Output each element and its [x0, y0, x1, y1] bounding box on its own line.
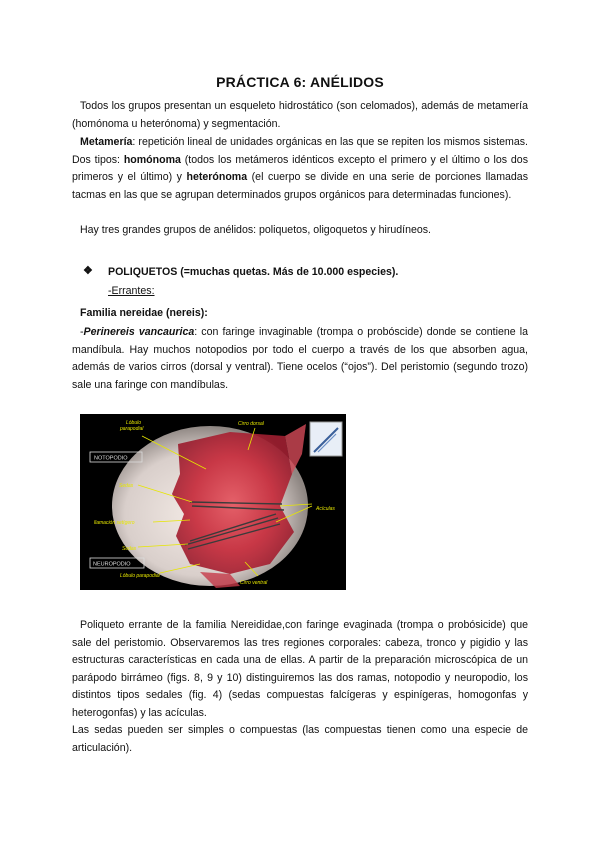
- sedas-paragraph: Las sedas pueden ser simples o compuestas (las compuestas tienen como una especie de articulación).: [72, 724, 528, 754]
- species-name: Perinereis vancaurica: [83, 326, 195, 338]
- page-title: PRÁCTICA 6: ANÉLIDOS: [216, 74, 384, 90]
- familia-heading: Familia nereidae (nereis):: [80, 307, 208, 319]
- inset-thumbnail: [310, 422, 342, 456]
- poliquetos-heading: POLIQUETOS (=muchas quetas. Más de 10.000 especies).: [108, 266, 399, 278]
- cirro-dorsal-label: Cirro dorsal: [238, 421, 264, 427]
- perinereis-prefix: -: [80, 326, 84, 338]
- perinereis-paragraph: [72, 324, 528, 394]
- errantes-subheading: -Errantes:: [108, 285, 155, 297]
- parapodium-photo: [80, 414, 346, 590]
- metameria-text-2: (todos los metámeros idénticos excepto el primero y el último o los dos primeros y el último) y: [72, 153, 528, 184]
- groups-paragraph: Hay tres grandes grupos de anélidos: poliquetos, oligoquetos y hirudíneos.: [80, 224, 431, 236]
- neuropodio-label: NEUROPODIO: [93, 561, 131, 568]
- intro-paragraph: Todos los grupos presentan un esqueleto hidrostático (son celomados), además de metamería (homónoma u heterónoma) y segmentación.: [72, 100, 528, 130]
- metameria-text-3: (el cuerpo se divide en una serie de porciones llamadas tacmas en las que se agrupan determinados grupos orgánicos para determinadas funciones).: [72, 171, 528, 201]
- perinereis-text: : con faringe invaginable (trompa o probóscide) donde se contiene la mandíbula. Hay muchos notopodios por todo el cuerpo a través de los que absorben agua, además de varios cirros (dorsal y ventral). Tiene ocelos (“ojos”). Del peristomio (segundo trozo) sale una faringe con mandíbulas.: [72, 326, 528, 391]
- bullet-icon: ❖: [83, 265, 93, 277]
- heteronoma-term: heterónoma: [186, 171, 248, 184]
- parapodium-figure: [80, 414, 346, 590]
- notopodio-label: NOTOPODIO: [94, 455, 128, 462]
- metameria-text-1: : repetición lineal de unidades orgánicas en las que se repiten los mismos sistemas. Dos tipos:: [72, 136, 528, 166]
- lobulo-parapodial-top-label: Lóbulo parapodial: [120, 420, 144, 432]
- metameria-term: Metamería: [80, 136, 133, 148]
- errante-paragraph: Poliqueto errante de la familia Nereididae,con faringe evaginada (trompa o probósicide) que sale del peristomio. Observaremos las tres regiones corporales: cabeza, tronco y pigidio y las estructuras características en cada una de ellas. A partir de la preparación microscópica de un parápodo birrámeo (figs. 8, 9 y 10) distinguiremos las dos ramas, notopodio y neuropodio, los distintos tipos sedales (fig. 4) (sedas compuestas falcígeras y espinígeras, homogonfas y heterogonfas) y las acículas.: [72, 619, 528, 719]
- homonoma-term: homónoma: [123, 153, 181, 166]
- sedas-top-label: Sedas: [119, 483, 134, 489]
- cirro-ventral-label: Cirro ventral: [240, 580, 268, 586]
- llamacion-setigero-label: llamación setígero: [94, 520, 135, 526]
- metameria-paragraph: [72, 134, 528, 204]
- aciculas-label: Acículas: [316, 506, 335, 512]
- sedas-bottom-label: Sedas: [122, 546, 137, 552]
- lobulo-parapodial-bottom-label: Lóbulo parapodial: [120, 573, 160, 579]
